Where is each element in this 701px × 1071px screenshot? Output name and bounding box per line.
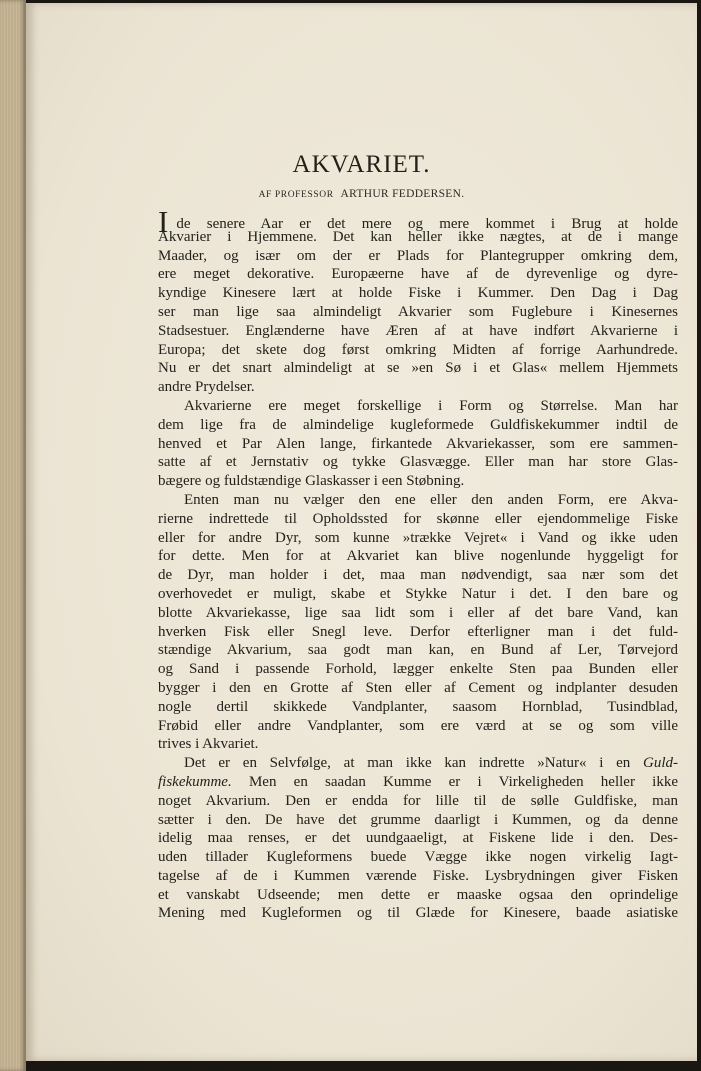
page-edge-stack — [0, 0, 26, 1071]
text-line: Europa; det skete dog først omkring Midten af forrige Aarhundrede. — [158, 341, 678, 358]
text-line: uden tillader Kugleformens buede Vægge ikke nogen virkelig Iagt- — [158, 849, 678, 866]
text-line: Mening med Kugleformen og til Glæde for Kinesere, baade asiatiske — [158, 905, 678, 922]
text-line: satte af et Jernstativ og tykke Glasvægge. Eller man har store Glas- — [158, 454, 678, 471]
text-line: stændige Akvarium, saa godt man kan, en Bund af Ler, Tørvejord — [158, 642, 678, 659]
text-line: blotte Akvariekasse, lige saa lidt som i eller af det bare Vand, kan — [158, 604, 678, 621]
page-sheet — [26, 3, 697, 1061]
text-line: bygger i den en Grotte af Sten eller af Cement og indplanter desuden — [158, 679, 678, 696]
text-line: Enten man nu vælger den ene eller den anden Form, ere Akva- — [184, 491, 678, 508]
text-line: ser man lige saa almindeligt Akvarier som Fuglebure i Kinesernes — [158, 303, 678, 320]
text-line: bægere og fuldstændige Glaskasser i een Støbning. — [158, 473, 465, 490]
text-line: et vanskabt Udseende; men dette er maaske ogsaa den oprindelige — [158, 886, 678, 903]
text-line: tagelse af de i Kummen værende Fiske. Lysbrydningen giver Fisken — [158, 867, 678, 884]
text-line: eller for andre Dyr, som kunne »trække Vejret« i Vand og ikke uden — [158, 529, 678, 546]
text-line: nogle dertil skikkede Vandplanter, saasom Hornblad, Tusindblad, — [158, 698, 678, 715]
byline-author: ARTHUR FEDDERSEN. — [340, 188, 465, 200]
article-body — [158, 204, 678, 923]
text-line: Frøbid eller andre Vandplanter, som ere værd at se og som ville — [158, 717, 678, 734]
text-line: ere meget dekorative. Europæerne have af de dyrevenlige og dyre- — [158, 266, 678, 283]
text-line: Akvarierne ere meget forskellige i Form og Størrelse. Man har — [184, 397, 678, 414]
text-line: noget Akvarium. Den er endda for lille til de sølle Guldfiske, man — [158, 792, 678, 809]
text-line: Maader, og især om der er Plads for Plantegrupper omkring dem, — [158, 247, 678, 264]
drop-cap: I — [158, 204, 169, 239]
byline-prefix: AF PROFESSOR — [258, 190, 334, 200]
text-line: Akvarier i Hjemmene. Det kan heller ikke nægtes, at de i mange — [158, 228, 678, 245]
text-line: andre Prydelser. — [158, 379, 255, 396]
text-line: de Dyr, man holder i det, maa man nødvendigt, saa nær som det — [158, 567, 678, 584]
text-line: idelig maa renses, er det uundgaaeligt, at Fiskene lide i den. Des- — [158, 830, 678, 847]
text-line: og Sand i passende Forhold, lægger enkelte Sten paa Bunden eller — [158, 661, 678, 678]
text-line: Stadsestuer. Englænderne have Æren af at have indført Akvarierne i — [158, 322, 678, 339]
byline — [26, 188, 697, 200]
text-line: henved et Par Alen lange, firkantede Akvariekasser, som ere sammen- — [158, 435, 678, 452]
text-line: overhovedet er muligt, skabe et Stykke Natur i det. I den bare og — [158, 585, 678, 602]
text-line: rierne indrettede til Opholdssted for skønne eller ejendommelige Fiske — [158, 510, 678, 527]
text-line: hverken Fisk eller Snegl leve. Derfor efterligner man i det fuld- — [158, 623, 678, 640]
text-line: Det er en Selvfølge, at man ikke kan indrette »Natur« i en Guld- — [184, 755, 678, 772]
text-line: sætter i den. De have det grumme daarligt i Kummen, og da denne — [158, 811, 678, 828]
text-line: dem lige fra de almindelige kugleformede Guldfiskekummer indtil de — [158, 416, 678, 433]
text-line: kyndige Kinesere lært at holde Fiske i Kummer. Den Dag i Dag — [158, 285, 678, 302]
text-line: for dette. Men for at Akvariet kan blive nogenlunde hyggeligt for — [158, 548, 678, 565]
article-title: AKVARIET. — [292, 151, 431, 178]
text-line: fiskekumme. Men en saadan Kumme er i Virkeligheden heller ikke — [158, 773, 678, 790]
text-line: Ide senere Aar er det mere og mere kommet i Brug at holde — [158, 204, 678, 239]
text-line: Nu er det snart almindeligt at se »en Sø i et Glas« mellem Hjemmets — [158, 360, 678, 377]
text-line: trives i Akvariet. — [158, 736, 259, 753]
